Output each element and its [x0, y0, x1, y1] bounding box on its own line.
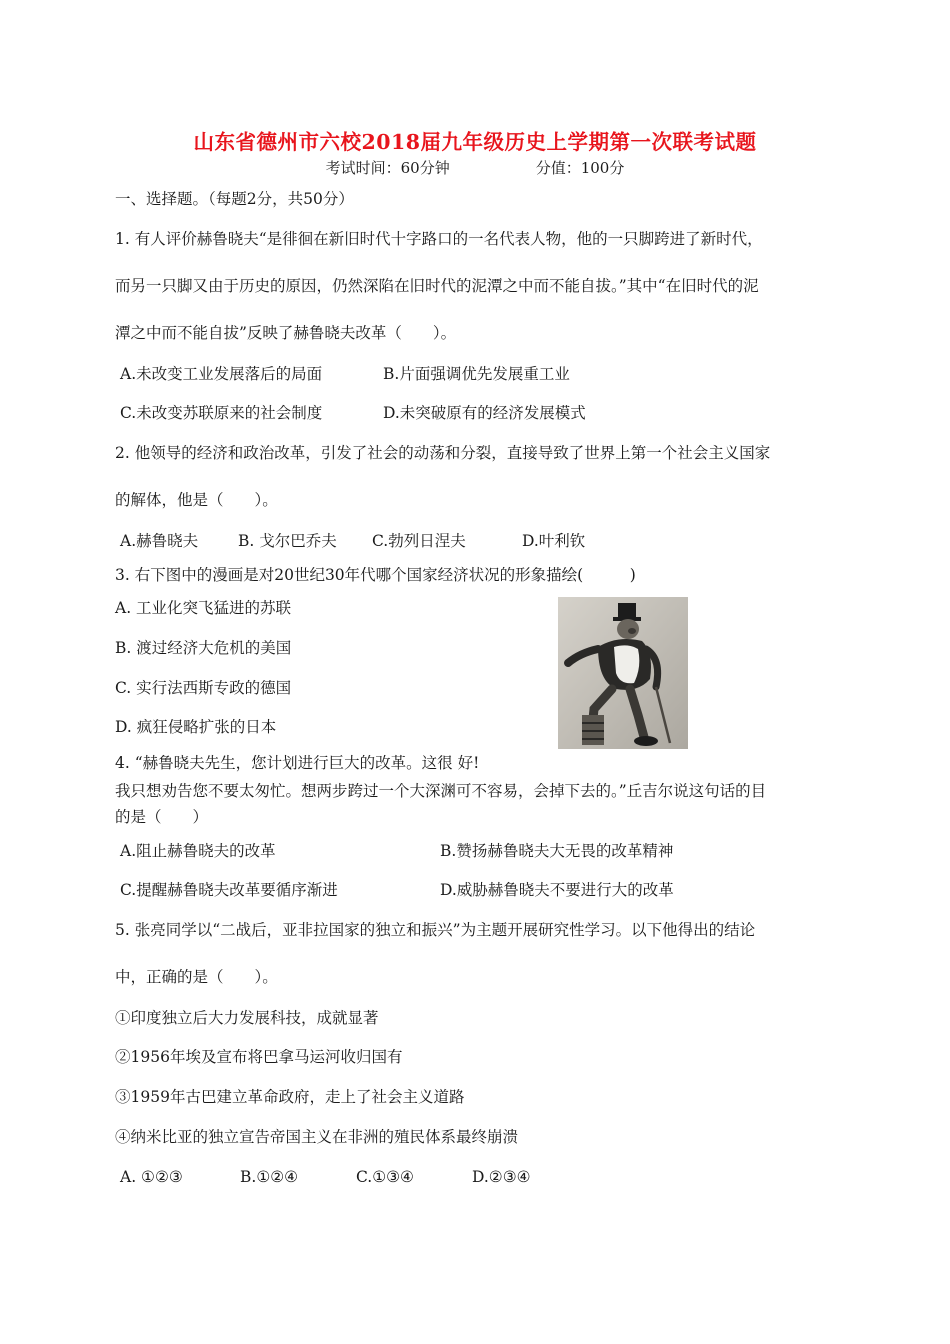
exam-time: 考试时间：60分钟: [325, 159, 450, 177]
question-1-line-3: 潭之中而不能自拔”反映了赫鲁晓夫改革（ ）。: [115, 324, 457, 342]
question-5-statement-2: ②1956年埃及宣布将巴拿马运河收归国有: [115, 1048, 403, 1066]
question-4-line-2: 我只想劝告您不要太匆忙。想两步跨过一个大深渊可不容易，会掉下去的。”丘吉尔说这句话的目: [115, 782, 767, 800]
exam-info: [0, 157, 950, 178]
question-2-option-d: D.叶利钦: [522, 532, 586, 550]
question-2-option-b: B. 戈尔巴乔夫: [238, 532, 337, 550]
question-5-statement-4: ④纳米比亚的独立宣告帝国主义在非洲的殖民体系最终崩溃: [115, 1128, 519, 1146]
question-2-option-a: A.赫鲁晓夫: [120, 532, 199, 550]
question-3-line-1: 3. 右下图中的漫画是对20世纪30年代哪个国家经济状况的形象描绘( ): [115, 566, 636, 584]
question-5-option-a: A. ①②③: [120, 1168, 183, 1186]
question-4-option-b: B.赞扬赫鲁晓夫大无畏的改革精神: [440, 842, 674, 860]
question-4-option-d: D.威胁赫鲁晓夫不要进行大的改革: [440, 881, 674, 899]
question-4-line-1: 4. “赫鲁晓夫先生，您计划进行巨大的改革。这很 好!: [115, 754, 480, 772]
question-4-option-a: A.阻止赫鲁晓夫的改革: [120, 842, 276, 860]
cartoon-image: [558, 597, 688, 749]
question-1-option-d: D.未突破原有的经济发展模式: [383, 404, 586, 422]
question-5-option-c: C.①③④: [356, 1168, 414, 1186]
question-4-line-3: 的是（ ）: [115, 808, 209, 826]
question-5-statement-3: ③1959年古巴建立革命政府，走上了社会主义道路: [115, 1088, 465, 1106]
question-2-option-c: C.勃列日涅夫: [372, 532, 466, 550]
exam-score: 分值：100分: [535, 159, 625, 177]
question-5-option-d: D.②③④: [472, 1168, 531, 1186]
question-4-option-c: C.提醒赫鲁晓夫改革要循序渐进: [120, 881, 338, 899]
section-heading: 一、选择题。（每题2分，共50分）: [115, 190, 354, 208]
question-2-line-1: 2. 他领导的经济和政治改革，引发了社会的动荡和分裂，直接导致了世界上第一个社会主义国家: [115, 444, 771, 462]
question-2-line-2: 的解体，他是（ ）。: [115, 491, 278, 509]
question-5-line-2: 中，正确的是（ ）。: [115, 968, 278, 986]
question-1-option-b: B.片面强调优先发展重工业: [383, 365, 570, 383]
question-5-option-b: B.①②④: [240, 1168, 299, 1186]
question-1-option-c: C.未改变苏联原来的社会制度: [120, 404, 323, 422]
question-3-option-c: C. 实行法西斯专政的德国: [115, 679, 292, 697]
question-1-option-a: A.未改变工业发展落后的局面: [120, 365, 323, 383]
question-1-line-2: 而另一只脚又由于历史的原因，仍然深陷在旧时代的泥潭之中而不能自拔。”其中“在旧时代的泥: [115, 277, 759, 295]
question-3-option-b: B. 渡过经济大危机的美国: [115, 639, 292, 657]
question-5-line-1: 5. 张亮同学以“二战后，亚非拉国家的独立和振兴”为主题开展研究性学习。以下他得出的结论: [115, 921, 756, 939]
document-title: 山东省德州市六校2018届九年级历史上学期第一次联考试题: [193, 130, 757, 154]
question-1-line-1: 1. 有人评价赫鲁晓夫“是徘徊在新旧时代十字路口的一名代表人物，他的一只脚跨进了新时代，: [115, 230, 763, 248]
question-3-option-d: D. 疯狂侵略扩张的日本: [115, 718, 277, 736]
question-5-statement-1: ①印度独立后大力发展科技，成就显著: [115, 1009, 379, 1027]
question-3-option-a: A. 工业化突飞猛进的苏联: [115, 599, 292, 617]
